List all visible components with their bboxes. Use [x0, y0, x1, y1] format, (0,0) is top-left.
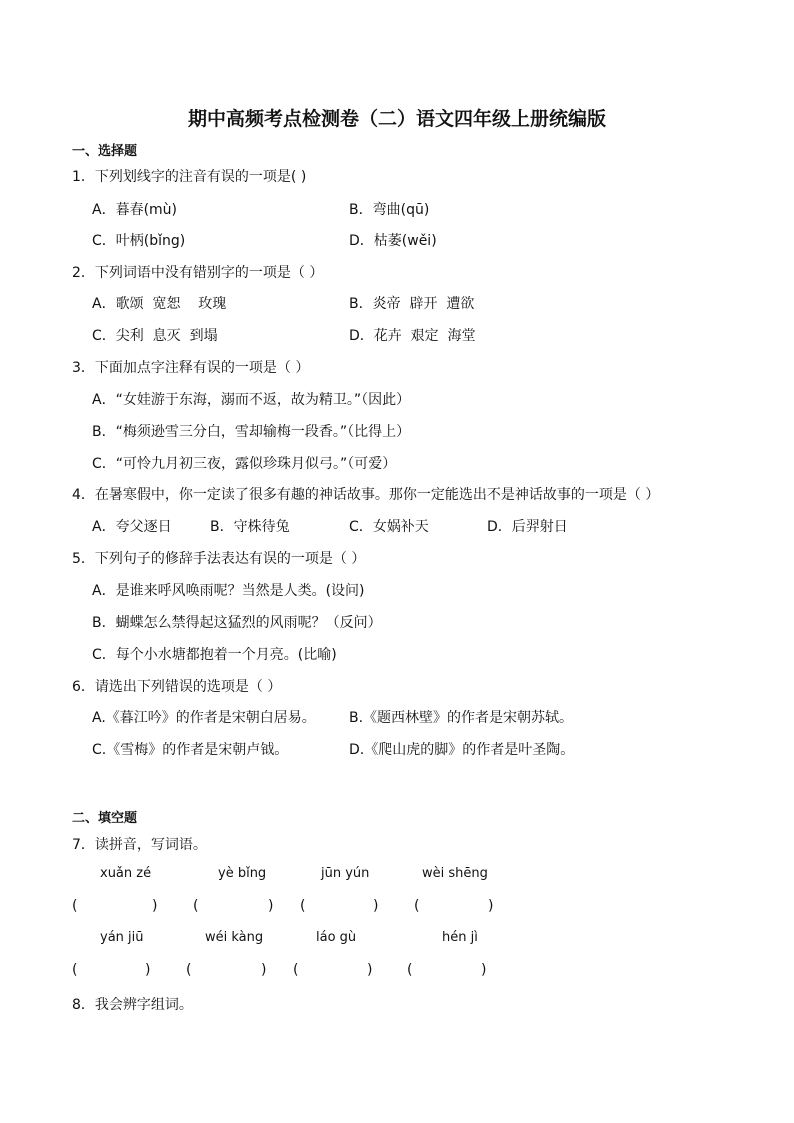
answer-bracket-close: )	[488, 898, 494, 914]
question-5-option-a: A．是谁来呼风唤雨呢？当然是人类。(设问)	[92, 583, 365, 599]
question-5-stem: 5．下列句子的修辞手法表达有误的一项是（ ）	[72, 551, 366, 567]
question-2-option-b: B．炎帝 辟开 遭欲	[349, 296, 475, 312]
question-3-option-c: C．“可怜九月初三夜，露似珍珠月似弓。”（可爱）	[92, 456, 397, 472]
question-4-option-c: C．女娲补天	[349, 519, 429, 535]
question-7-stem: 7．读拼音，写词语。	[72, 837, 207, 853]
pinyin-henji: hén jì	[442, 930, 478, 945]
question-5-option-c: C．每个小水塘都抱着一个月亮。(比喻)	[92, 647, 337, 663]
page-title: 期中高频考点检测卷（二）语文四年级上册统编版	[187, 108, 606, 130]
question-4-option-d: D．后羿射日	[487, 519, 568, 535]
answer-bracket-open: (	[414, 898, 420, 914]
question-4-option-a: A．夸父逐日	[92, 519, 172, 535]
section-heading-fill: 二、填空题	[72, 811, 138, 826]
pinyin-weisheng: wèi shēng	[422, 866, 488, 881]
question-4-option-b: B．守株待兔	[210, 519, 290, 535]
question-1-option-d: D．枯萎(wěi)	[349, 233, 437, 249]
pinyin-yanjiu: yán jiū	[100, 930, 144, 945]
question-6-stem: 6．请选出下列错误的选项是（ ）	[72, 679, 282, 695]
question-6-option-b: B.《题西林壁》的作者是宋朝苏轼。	[349, 710, 574, 726]
question-8-stem: 8．我会辨字组词。	[72, 997, 193, 1013]
pinyin-junyun: jūn yún	[321, 866, 370, 881]
answer-bracket-close: )	[268, 898, 274, 914]
question-1-option-a: A．暮春(mù)	[92, 202, 178, 218]
question-6-option-d: D.《爬山虎的脚》的作者是叶圣陶。	[349, 742, 575, 758]
question-2-stem: 2．下列词语中没有错别字的一项是（ ）	[72, 265, 324, 281]
question-2-option-d: D．花卉 艰定 海堂	[349, 328, 476, 344]
question-1-stem: 1．下列划线字的注音有误的一项是( )	[72, 169, 307, 185]
answer-bracket-close: )	[367, 962, 373, 978]
question-1-option-c: C．叶柄(bǐng)	[92, 233, 186, 249]
pinyin-xuanze: xuǎn zé	[100, 866, 152, 881]
answer-bracket-close: )	[261, 962, 267, 978]
answer-bracket-open: (	[186, 962, 192, 978]
answer-bracket-open: (	[193, 898, 199, 914]
question-6-option-c: C.《雪梅》的作者是宋朝卢钺。	[92, 742, 289, 758]
question-6-option-a: A.《暮江吟》的作者是宋朝白居易。	[92, 710, 316, 726]
question-2-option-c: C．尖利 息灭 到塌	[92, 328, 218, 344]
pinyin-yebing: yè bǐng	[218, 866, 267, 881]
pinyin-weikang: wéi kàng	[205, 930, 264, 945]
answer-bracket-open: (	[293, 962, 299, 978]
answer-bracket-close: )	[481, 962, 487, 978]
answer-bracket-close: )	[152, 898, 158, 914]
question-3-option-a: A．“女娃游于东海，溺而不返，故为精卫。”（因此）	[92, 392, 411, 408]
question-3-stem: 3．下面加点字注释有误的一项是（ ）	[72, 360, 310, 376]
answer-bracket-open: (	[300, 898, 306, 914]
question-5-option-b: B．蝴蝶怎么禁得起这猛烈的风雨呢？（反问）	[92, 615, 382, 631]
section-heading-choice: 一、选择题	[72, 144, 138, 159]
pinyin-laogu: láo gù	[316, 930, 357, 945]
question-3-option-b: B．“梅须逊雪三分白，雪却输梅一段香。”（比得上）	[92, 424, 411, 440]
answer-bracket-open: (	[407, 962, 413, 978]
question-2-option-a: A．歌颂 宽恕 玫瑰	[92, 296, 227, 312]
answer-bracket-open: (	[72, 898, 78, 914]
answer-bracket-open: (	[72, 962, 78, 978]
answer-bracket-close: )	[373, 898, 379, 914]
answer-bracket-close: )	[145, 962, 151, 978]
question-1-option-b: B．弯曲(qū)	[349, 202, 430, 218]
question-4-stem: 4．在暑寒假中，你一定读了很多有趣的神话故事。那你一定能选出不是神话故事的一项是（ ）	[72, 487, 660, 503]
